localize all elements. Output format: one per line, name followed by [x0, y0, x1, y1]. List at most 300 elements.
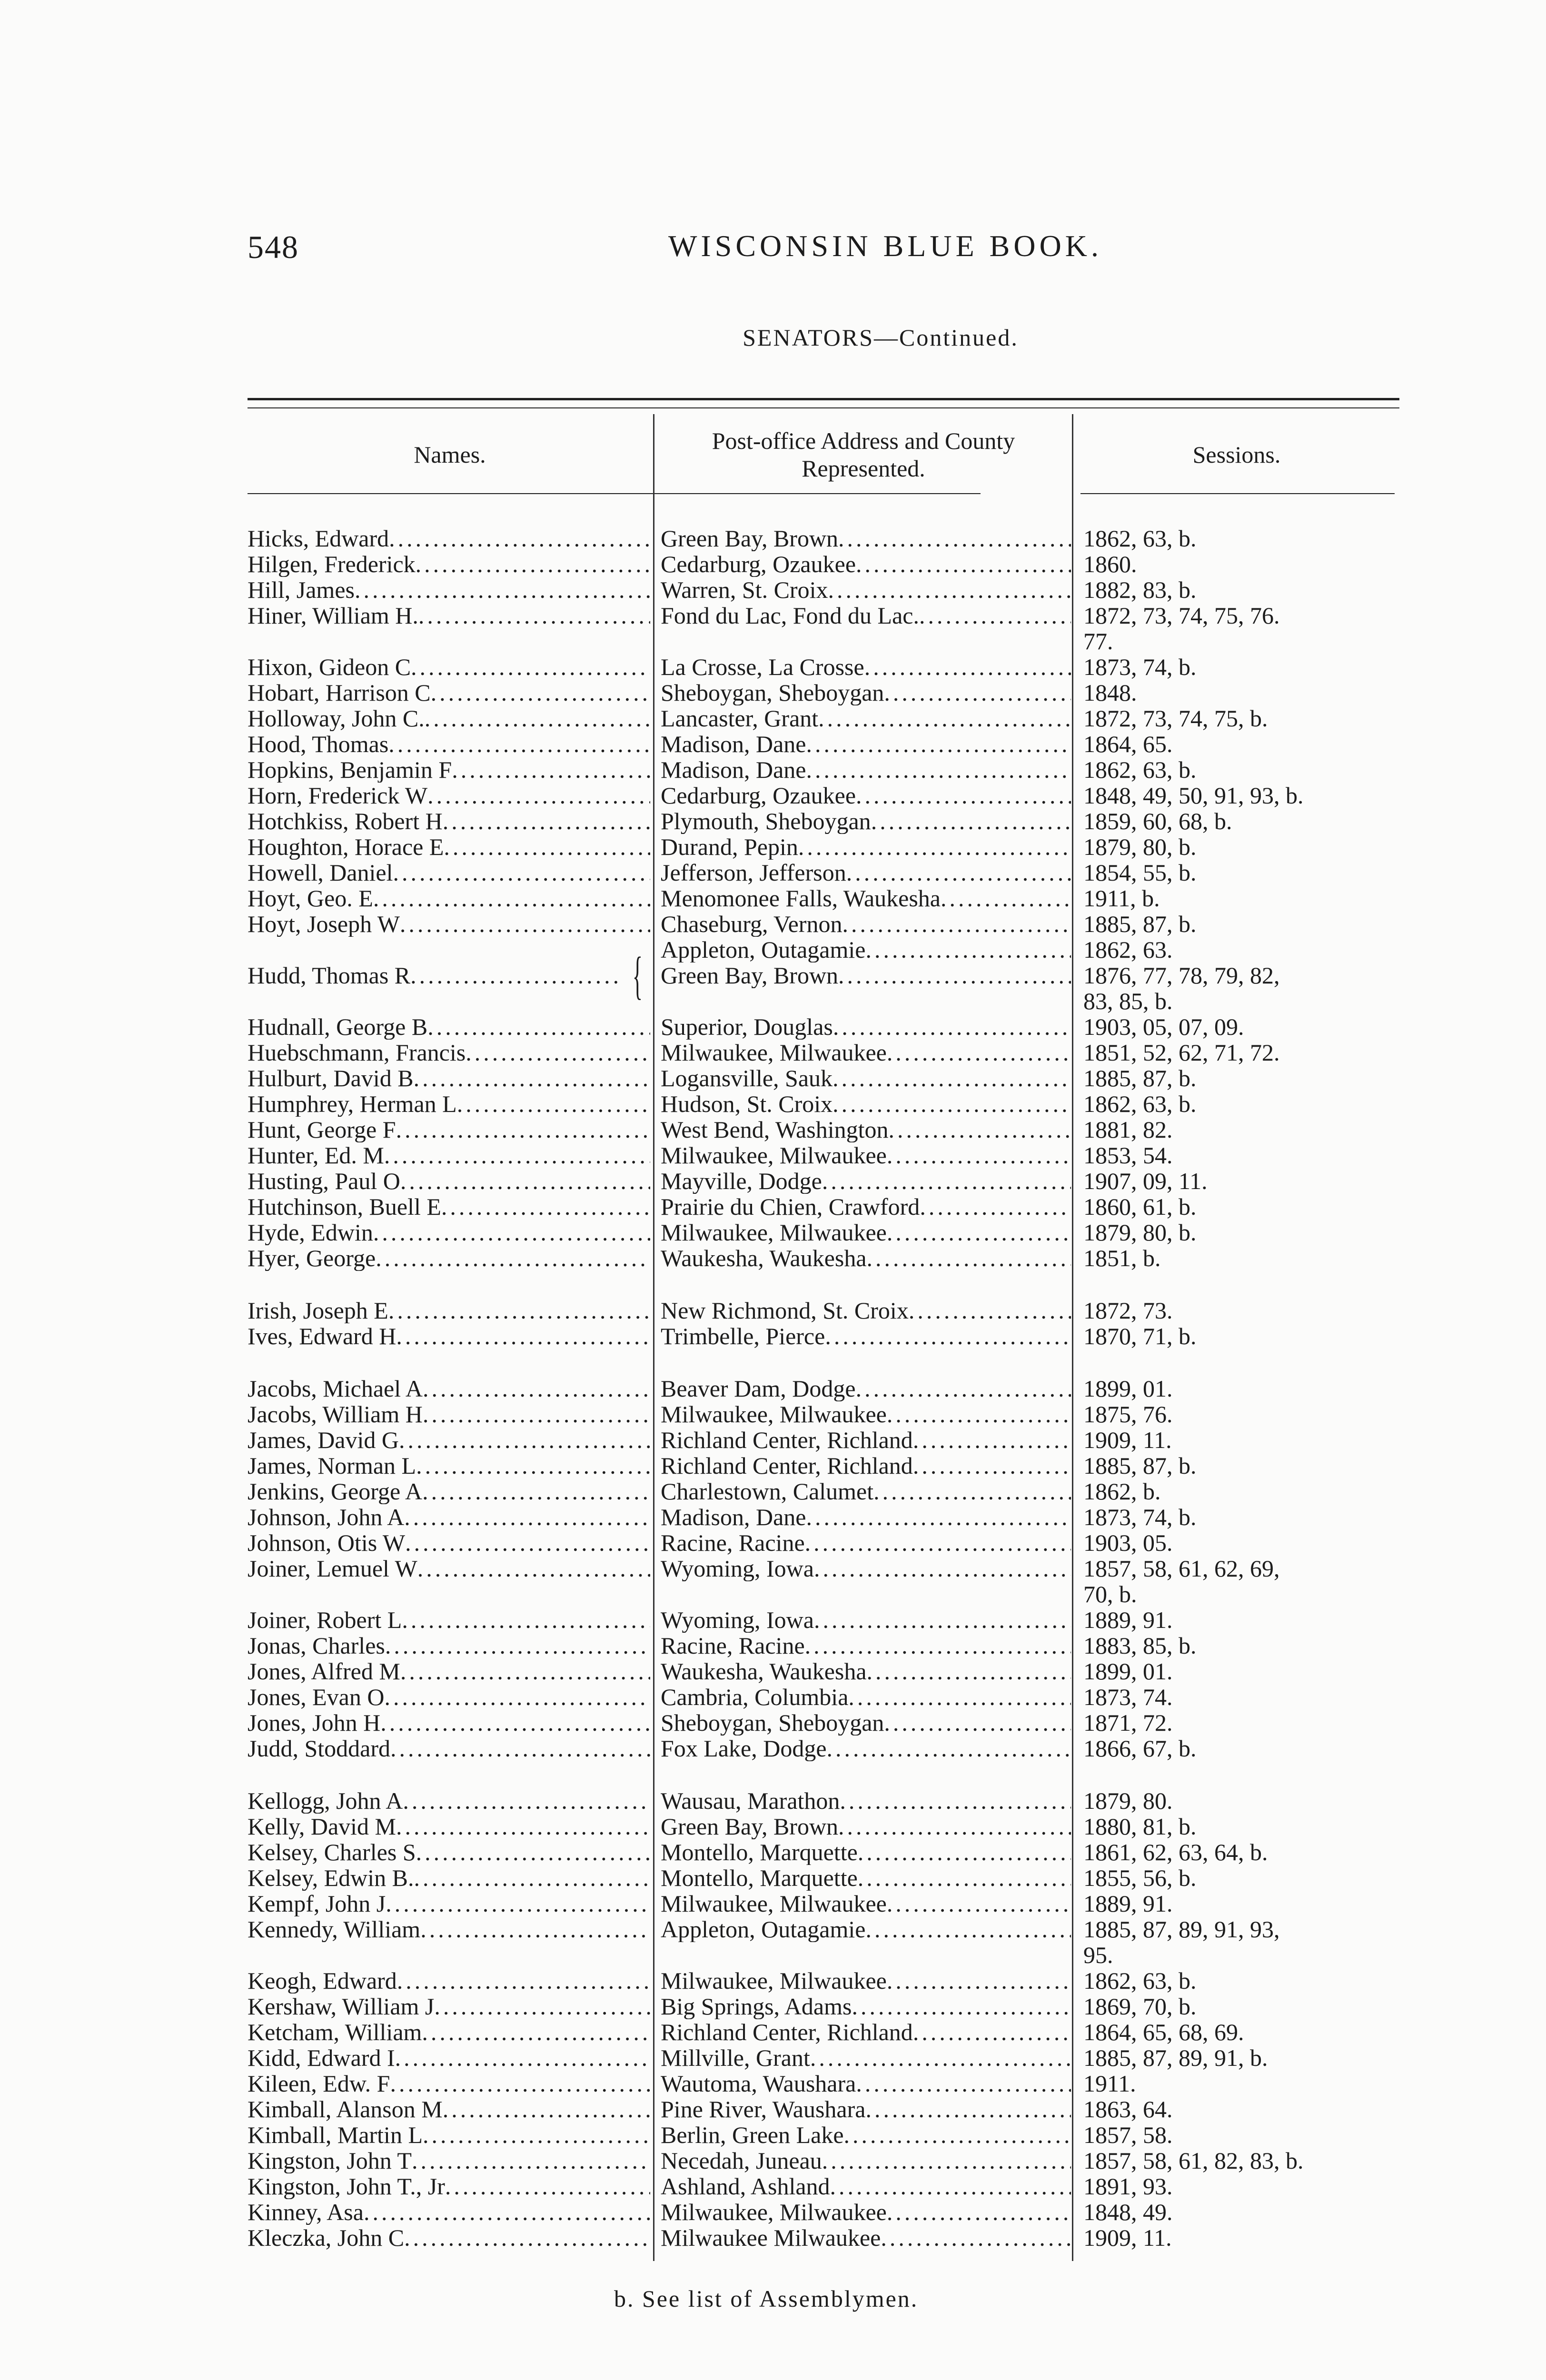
- table-row: [248, 2122, 1409, 2148]
- address: [656, 1633, 1075, 1658]
- address: [656, 1453, 1075, 1478]
- dot-leader: [384, 1684, 650, 1710]
- dot-leader: [852, 1993, 1071, 2019]
- senator-name: [248, 1968, 656, 1993]
- dot-leader: [865, 1916, 1071, 1942]
- sessions: 1907, 09, 11.: [1083, 1168, 1208, 1194]
- header-names: Names.: [414, 441, 486, 468]
- table-row: [248, 1530, 1409, 1556]
- address: [656, 1168, 1075, 1194]
- sessions: 1851, b.: [1083, 1245, 1161, 1271]
- senator-name-text: Kelly, David M: [248, 1814, 396, 1839]
- senator-name-text: Jenkins, George A: [248, 1478, 423, 1504]
- table-row: [248, 2173, 1409, 2199]
- dot-leader: [400, 1658, 650, 1684]
- dot-leader: [889, 1117, 1071, 1142]
- dot-leader: [842, 911, 1071, 937]
- sessions: 1911, b.: [1083, 885, 1160, 911]
- senator-name-text: Irish, Joseph E: [248, 1298, 388, 1323]
- senator-name: [248, 2122, 656, 2148]
- address: [656, 1478, 1075, 1504]
- sessions: 1872, 73, 74, 75, 76.: [1083, 603, 1280, 628]
- dot-leader: [818, 705, 1071, 731]
- senator-name-text: Kinney, Asa: [248, 2199, 364, 2225]
- senator-name-text: Joiner, Lemuel W: [248, 1556, 417, 1581]
- sessions: 1909, 11.: [1083, 2225, 1172, 2251]
- table-row: [248, 1633, 1409, 1658]
- senator-name-text: James, Norman L: [248, 1453, 416, 1478]
- address: [656, 2173, 1075, 2199]
- header-sessions: Sessions.: [1192, 441, 1281, 468]
- sessions: 1899, 01.: [1083, 1376, 1173, 1401]
- sessions: 1863, 64.: [1083, 2096, 1173, 2122]
- address-text: Charlestown, Calumet: [661, 1478, 874, 1504]
- dot-leader: [822, 1168, 1071, 1194]
- senator-name: [248, 577, 656, 603]
- address: [656, 1968, 1075, 1993]
- address-text: Cedarburg, Ozaukee: [661, 551, 856, 577]
- address: [656, 551, 1075, 577]
- dot-leader: [355, 577, 650, 603]
- senator-name-text: Hoyt, Geo. E: [248, 885, 373, 911]
- address-text: Chaseburg, Vernon: [661, 911, 842, 937]
- dot-leader: [403, 1788, 650, 1814]
- address-text: Waukesha, Waukesha: [661, 1245, 867, 1271]
- address: [656, 603, 1075, 628]
- sessions: 1872, 73.: [1083, 1298, 1173, 1323]
- senator-name-text: Hoyt, Joseph W: [248, 911, 400, 937]
- sessions: 1885, 87, b.: [1083, 911, 1197, 937]
- table-row: [248, 1993, 1409, 2019]
- sessions-continued: 77.: [1083, 628, 1113, 654]
- sessions: 1885, 87, b.: [1083, 1453, 1197, 1478]
- sessions: 1880, 81, b.: [1083, 1814, 1197, 1839]
- address: [656, 1504, 1075, 1530]
- senator-name-text: Jones, John H: [248, 1710, 381, 1735]
- dot-leader: [858, 1839, 1071, 1865]
- senator-name: [248, 1401, 656, 1427]
- sessions: 1859, 60, 68, b.: [1083, 808, 1232, 834]
- senator-name-text: Jonas, Charles: [248, 1633, 385, 1658]
- address: [656, 1788, 1075, 1814]
- senator-name-text: Howell, Daniel: [248, 860, 393, 885]
- senator-name-text: Hilgen, Frederick: [248, 551, 416, 577]
- dot-leader: [390, 2071, 651, 2096]
- address-text: Milwaukee, Milwaukee: [661, 1220, 887, 1245]
- dot-leader: [814, 1607, 1071, 1633]
- dot-leader: [848, 1684, 1071, 1710]
- senator-name-text: Hulburt, David B: [248, 1065, 414, 1091]
- address-text: Millville, Grant: [661, 2045, 810, 2071]
- dot-leader: [443, 2096, 650, 2122]
- senator-name-text: Kingston, John T: [248, 2148, 412, 2173]
- dot-leader: [425, 705, 650, 731]
- sessions: 1869, 70, b.: [1083, 1993, 1197, 2019]
- table-row: [248, 2045, 1409, 2071]
- senator-name: [248, 834, 656, 860]
- dot-leader: [806, 731, 1071, 757]
- sessions: 1848, 49.: [1083, 2199, 1173, 2225]
- senator-name: [248, 654, 656, 680]
- address: [656, 911, 1075, 937]
- table-row: [248, 1968, 1409, 1993]
- senator-name-text: Hudd, Thomas R: [248, 962, 411, 989]
- address-text: Racine, Racine: [661, 1633, 805, 1658]
- address: [656, 1117, 1075, 1142]
- address: [656, 1814, 1075, 1839]
- table-row: [248, 1323, 1409, 1349]
- senator-name-text: Hobart, Harrison C: [248, 680, 431, 705]
- senator-name-text: Humphrey, Herman L: [248, 1091, 457, 1117]
- senator-name: [248, 705, 656, 731]
- dot-leader: [913, 2019, 1071, 2045]
- senator-name: [248, 1194, 656, 1220]
- address-text: Green Bay, Brown: [661, 1814, 839, 1839]
- dot-leader: [466, 1040, 650, 1065]
- sessions: 1891, 93.: [1083, 2173, 1173, 2199]
- dot-leader: [416, 1839, 650, 1865]
- senator-name-text: Horn, Frederick W: [248, 783, 428, 808]
- address: [656, 860, 1075, 885]
- dot-leader: [390, 1735, 650, 1761]
- senator-name: [248, 731, 656, 757]
- dot-leader: [380, 1710, 650, 1735]
- address-text: Sheboygan, Sheboygan: [661, 1710, 884, 1735]
- address: [656, 2045, 1075, 2071]
- senator-name-text: Hunter, Ed. M: [248, 1142, 384, 1168]
- senator-name-text: Judd, Stoddard: [248, 1735, 390, 1761]
- senator-name-text: Kennedy, William: [248, 1916, 421, 1942]
- table-row: [248, 2148, 1409, 2173]
- address: [656, 1401, 1075, 1427]
- address-text: Wautoma, Waushara: [661, 2071, 856, 2096]
- address: [656, 1091, 1075, 1117]
- dot-leader: [389, 526, 650, 551]
- dot-leader: [402, 1607, 650, 1633]
- table-row: [248, 1194, 1409, 1220]
- table-row: [248, 1117, 1409, 1142]
- dot-leader: [422, 1478, 650, 1504]
- senator-name: [248, 2199, 656, 2225]
- sessions: 1881, 82.: [1083, 1117, 1173, 1142]
- senator-name: [248, 1014, 656, 1040]
- address-text: Cedarburg, Ozaukee: [661, 783, 856, 808]
- table-row: [248, 551, 1409, 577]
- address-text: Beaver Dam, Dodge: [661, 1376, 856, 1401]
- sessions: 1862, 63, b.: [1083, 1968, 1197, 1993]
- senator-name: [248, 1891, 656, 1916]
- sessions: 1875, 76.: [1083, 1401, 1173, 1427]
- dot-leader: [373, 1220, 650, 1245]
- senator-name: [248, 1788, 656, 1814]
- dot-leader: [887, 1401, 1071, 1427]
- dot-leader: [396, 1323, 650, 1349]
- senator-name-text: Keogh, Edward: [248, 1968, 397, 1993]
- table-row: [248, 1684, 1409, 1710]
- address: [656, 1865, 1075, 1891]
- sessions: 1857, 58, 61, 82, 83, b.: [1083, 2148, 1304, 2173]
- dot-leader: [805, 1530, 1071, 1556]
- sessions-continued: 83, 85, b.: [1083, 988, 1173, 1014]
- sessions: 1862, 63, b.: [1083, 757, 1197, 783]
- dot-leader: [423, 1376, 650, 1401]
- address: [656, 1891, 1075, 1916]
- address-text: Plymouth, Sheboygan: [661, 808, 871, 834]
- table-row: [248, 1298, 1409, 1323]
- dot-leader: [410, 962, 623, 988]
- address-text: Milwaukee, Milwaukee: [661, 2199, 887, 2225]
- senator-name-text: Hood, Thomas: [248, 731, 389, 757]
- table-row: [248, 1891, 1409, 1916]
- senator-name: [248, 603, 656, 628]
- senator-name-text: Kempf, John J: [248, 1891, 386, 1916]
- address-text: Madison, Dane: [661, 731, 806, 757]
- address: [656, 1220, 1075, 1245]
- table-row: [248, 1453, 1409, 1478]
- sessions: 1862, 63, b.: [1083, 526, 1197, 551]
- sessions: 1889, 91.: [1083, 1607, 1173, 1633]
- table-row: [248, 1014, 1409, 1040]
- dot-leader: [840, 1788, 1071, 1814]
- dot-leader: [919, 603, 1071, 628]
- dot-leader: [920, 1194, 1071, 1220]
- dot-leader: [844, 2122, 1071, 2148]
- table-row: [248, 1245, 1409, 1271]
- address: [656, 808, 1075, 834]
- table-row: [248, 1065, 1409, 1091]
- sessions: 1873, 74.: [1083, 1684, 1173, 1710]
- address-text: Waukesha, Waukesha: [661, 1658, 867, 1684]
- table-row: [248, 1607, 1409, 1633]
- senator-name: [248, 1142, 656, 1168]
- table-row: [248, 603, 1409, 628]
- address-empty: [656, 988, 1075, 1014]
- table-row: [248, 1401, 1409, 1427]
- table-row: [248, 654, 1409, 680]
- dot-leader: [416, 551, 650, 577]
- book-title: WISCONSIN BLUE BOOK.: [668, 229, 1102, 263]
- address-text: Milwaukee, Milwaukee: [661, 1891, 887, 1916]
- sessions: 1903, 05.: [1083, 1530, 1173, 1556]
- dot-leader: [412, 2148, 650, 2173]
- table-row: [248, 1376, 1409, 1401]
- dot-leader: [867, 1658, 1071, 1684]
- senator-name-text: Hill, James: [248, 577, 355, 603]
- senator-name: [248, 757, 656, 783]
- address: [656, 1735, 1075, 1761]
- sessions: 1909, 11.: [1083, 1427, 1172, 1453]
- table-row: [248, 1427, 1409, 1453]
- header-address: Post-office Address and County Represented.: [712, 427, 1015, 482]
- dot-leader: [385, 1633, 650, 1658]
- top-rule-thick: [248, 398, 1399, 400]
- address-text: Warren, St. Croix: [661, 577, 828, 603]
- senator-name-text: Jacobs, Michael A: [248, 1376, 423, 1401]
- senator-name: [248, 551, 656, 577]
- table-row: [248, 1478, 1409, 1504]
- name-empty: [248, 1942, 656, 1968]
- dot-leader: [386, 1891, 650, 1916]
- table-row: [248, 1710, 1409, 1735]
- senator-name: [248, 1220, 656, 1245]
- sessions: 1857, 58, 61, 62, 69,: [1083, 1556, 1280, 1581]
- address: [656, 1427, 1075, 1453]
- address: [656, 1194, 1075, 1220]
- address-text: Necedah, Juneau: [661, 2148, 822, 2173]
- address: [656, 1245, 1075, 1271]
- table-row: [248, 757, 1409, 783]
- dot-leader: [397, 1968, 650, 1993]
- dot-leader: [881, 2225, 1071, 2251]
- table-row-continued: [248, 628, 1409, 654]
- address: [656, 1142, 1075, 1168]
- dot-leader: [414, 1865, 651, 1891]
- dot-leader: [806, 757, 1071, 783]
- top-rule-thin: [248, 407, 1399, 408]
- senator-name-text: Kelsey, Edwin B.: [248, 1865, 414, 1891]
- sessions: 1866, 67, b.: [1083, 1735, 1197, 1761]
- address: [656, 2225, 1075, 2251]
- address-text: Richland Center, Richland: [661, 2019, 913, 2045]
- senator-name: [248, 1993, 656, 2019]
- address-text: Jefferson, Jefferson: [661, 860, 846, 885]
- table-row: [248, 937, 1409, 1014]
- address-text: Wyoming, Iowa: [661, 1556, 814, 1581]
- dot-leader: [832, 1091, 1071, 1117]
- table-row: [248, 2019, 1409, 2045]
- table-row: [248, 1916, 1409, 1942]
- table-row: [248, 1865, 1409, 1891]
- dot-leader: [396, 1117, 650, 1142]
- sessions: 1876, 77, 78, 79, 82,: [1083, 962, 1280, 988]
- address-empty: [656, 628, 1075, 654]
- dot-leader: [395, 2045, 650, 2071]
- dot-leader: [423, 2122, 650, 2148]
- table-row: [248, 2071, 1409, 2096]
- dot-leader: [828, 577, 1071, 603]
- dot-leader: [887, 1142, 1071, 1168]
- address-text: Superior, Douglas: [661, 1014, 833, 1040]
- senator-name-text: Hutchinson, Buell E: [248, 1194, 441, 1220]
- senator-name: [248, 1658, 656, 1684]
- table-row: [248, 526, 1409, 551]
- address: [656, 680, 1075, 705]
- dot-leader: [416, 1453, 650, 1478]
- senator-name: [248, 1633, 656, 1658]
- dot-leader: [856, 1376, 1071, 1401]
- senator-name: [248, 2071, 656, 2096]
- address: [656, 1323, 1075, 1349]
- address-text: New Richmond, St. Croix: [661, 1298, 909, 1323]
- address: [656, 783, 1075, 808]
- table-row: [248, 1814, 1409, 1839]
- senator-name: [248, 1478, 656, 1504]
- sessions: 1873, 74, b.: [1083, 654, 1197, 680]
- senator-name: [248, 1065, 656, 1091]
- table-row: [248, 2225, 1409, 2251]
- dot-leader: [422, 2019, 650, 2045]
- senator-name-text: Ives, Edward H: [248, 1323, 396, 1349]
- senator-name: [248, 783, 656, 808]
- dot-leader: [806, 1504, 1071, 1530]
- dot-leader: [909, 1298, 1071, 1323]
- dot-leader: [420, 1916, 650, 1942]
- address-text: Sheboygan, Sheboygan: [661, 680, 884, 705]
- address: [656, 526, 1075, 551]
- senator-name: [248, 1168, 656, 1194]
- address: [656, 834, 1075, 860]
- senator-name-text: Kingston, John T., Jr: [248, 2173, 445, 2199]
- sessions-continued: 95.: [1083, 1942, 1113, 1968]
- address: [656, 937, 1075, 962]
- senator-name: [248, 1839, 656, 1865]
- dot-leader: [887, 1891, 1071, 1916]
- sessions: 1885, 87, 89, 91, 93,: [1083, 1916, 1280, 1942]
- senator-name: [248, 1556, 656, 1581]
- senator-name-text: Kelsey, Charles S: [248, 1839, 416, 1865]
- senator-name-text: Holloway, John C.: [248, 705, 425, 731]
- address-text: Ashland, Ashland: [661, 2173, 830, 2199]
- address: [656, 731, 1075, 757]
- table-row-continued: [248, 1942, 1409, 1968]
- sessions: 1860, 61, b.: [1083, 1194, 1197, 1220]
- dot-leader: [846, 860, 1071, 885]
- address: [656, 2096, 1075, 2122]
- dot-leader: [798, 834, 1071, 860]
- table-row: [248, 731, 1409, 757]
- dot-leader: [887, 1968, 1071, 1993]
- senator-name-text: Houghton, Horace E: [248, 834, 444, 860]
- address: [656, 757, 1075, 783]
- senator-name-text: Joiner, Robert L: [248, 1607, 402, 1633]
- dot-leader: [856, 2071, 1071, 2096]
- address-text: Madison, Dane: [661, 757, 806, 783]
- dot-leader: [887, 1040, 1071, 1065]
- senator-name-text: Kershaw, William J: [248, 1993, 435, 2019]
- senator-name-text: Ketcham, William: [248, 2019, 422, 2045]
- dot-leader: [884, 1710, 1071, 1735]
- address: [656, 962, 1075, 988]
- table-row: [248, 2096, 1409, 2122]
- sessions: 1870, 71, b.: [1083, 1323, 1197, 1349]
- sessions: 1848.: [1083, 680, 1137, 705]
- sessions: 1862, b.: [1083, 1478, 1161, 1504]
- address-text: Cambria, Columbia: [661, 1684, 849, 1710]
- senator-name-text: Hunt, George F: [248, 1117, 396, 1142]
- dot-leader: [393, 860, 650, 885]
- address-text: Milwaukee Milwaukee: [661, 2225, 881, 2251]
- sessions: 1855, 56, b.: [1083, 1865, 1197, 1891]
- table-row: [248, 680, 1409, 705]
- table-row: [248, 1220, 1409, 1245]
- dot-leader: [941, 885, 1071, 911]
- sessions: 1885, 87, 89, 91, b.: [1083, 2045, 1268, 2071]
- sessions: 1885, 87, b.: [1083, 1065, 1197, 1091]
- sessions: 1879, 80, b.: [1083, 1220, 1197, 1245]
- senator-name: [248, 1530, 656, 1556]
- senator-name-text: Johnson, John A: [248, 1504, 405, 1530]
- table-row-continued: [248, 1581, 1409, 1607]
- address-text: Richland Center, Richland: [661, 1427, 913, 1453]
- sessions: 1864, 65, 68, 69.: [1083, 2019, 1244, 2045]
- sessions-continued: 70, b.: [1083, 1581, 1137, 1607]
- address-text: La Crosse, La Crosse: [661, 654, 864, 680]
- address-text: Appleton, Outagamie: [661, 937, 866, 962]
- sessions: 1853, 54.: [1083, 1142, 1173, 1168]
- dot-leader: [887, 2199, 1071, 2225]
- dot-leader: [814, 1556, 1071, 1581]
- dot-leader: [376, 1245, 650, 1271]
